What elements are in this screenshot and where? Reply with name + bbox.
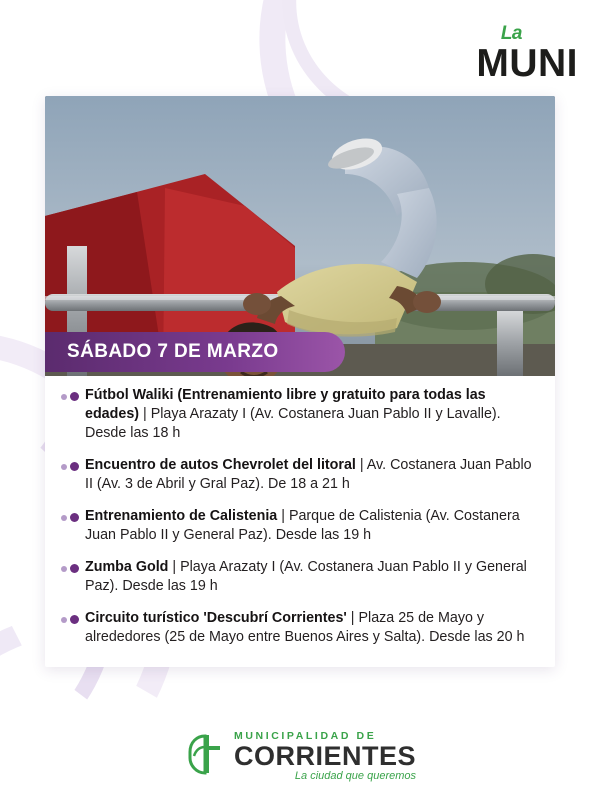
event-separator: | <box>139 406 151 422</box>
footer-city: CORRIENTES <box>233 741 417 771</box>
footer <box>0 731 600 783</box>
bullet-icon <box>61 609 79 624</box>
list-item <box>61 609 537 647</box>
event-text <box>85 386 537 443</box>
cross-emblem-icon <box>184 732 226 781</box>
footer-municipalidad: MUNICIPALIDAD DE <box>233 729 377 742</box>
event-details: Playa Arazaty I (Av. Costanera Juan Pablo II y General Paz). Desde las 19 h <box>85 559 527 594</box>
list-item <box>61 456 537 494</box>
brand-logo <box>476 24 578 83</box>
bullet-icon <box>61 386 79 401</box>
event-details: Playa Arazaty I (Av. Costanera Juan Pablo II y Lavalle). Desde las 18 h <box>85 406 501 441</box>
event-card <box>45 96 555 667</box>
bullet-icon <box>61 507 79 522</box>
event-title: Encuentro de autos Chevrolet del litoral <box>85 457 356 473</box>
event-separator: | <box>277 508 289 524</box>
event-details: Plaza 25 de Mayo y alrededores (25 de Mayo entre Buenos Aires y Salta). Desde las 20 h <box>85 610 525 645</box>
event-separator: | <box>346 610 359 626</box>
date-banner <box>45 332 345 372</box>
event-separator: | <box>168 559 181 575</box>
bullet-icon <box>61 558 79 573</box>
event-separator: | <box>355 457 367 473</box>
date-label: SÁBADO 7 DE MARZO <box>67 341 279 362</box>
brand-logo-la: La <box>500 23 522 44</box>
event-list <box>45 372 555 667</box>
event-details: Av. Costanera Juan Pablo II (Av. 3 de Abril y Gral Paz). De 18 a 21 h <box>85 457 532 492</box>
event-text <box>85 456 537 494</box>
brand-logo-muni: MUNI <box>476 42 578 85</box>
list-item <box>61 558 537 596</box>
event-title: Zumba Gold <box>85 559 169 575</box>
list-item <box>61 386 537 443</box>
event-title: Circuito turístico 'Descubrí Corrientes' <box>85 610 347 626</box>
event-text <box>85 558 537 596</box>
footer-slogan: La ciudad que queremos <box>294 770 417 782</box>
event-text <box>85 609 537 647</box>
list-item <box>61 507 537 545</box>
event-title: Fútbol Waliki (Entrenamiento libre y gratuito para todas las edades) <box>85 387 486 422</box>
event-title: Entrenamiento de Calistenia <box>85 508 278 524</box>
event-details: Parque de Calistenia (Av. Costanera Juan Pablo II y General Paz). Desde las 19 h <box>85 508 520 543</box>
bullet-icon <box>61 456 79 471</box>
event-text <box>85 507 537 545</box>
